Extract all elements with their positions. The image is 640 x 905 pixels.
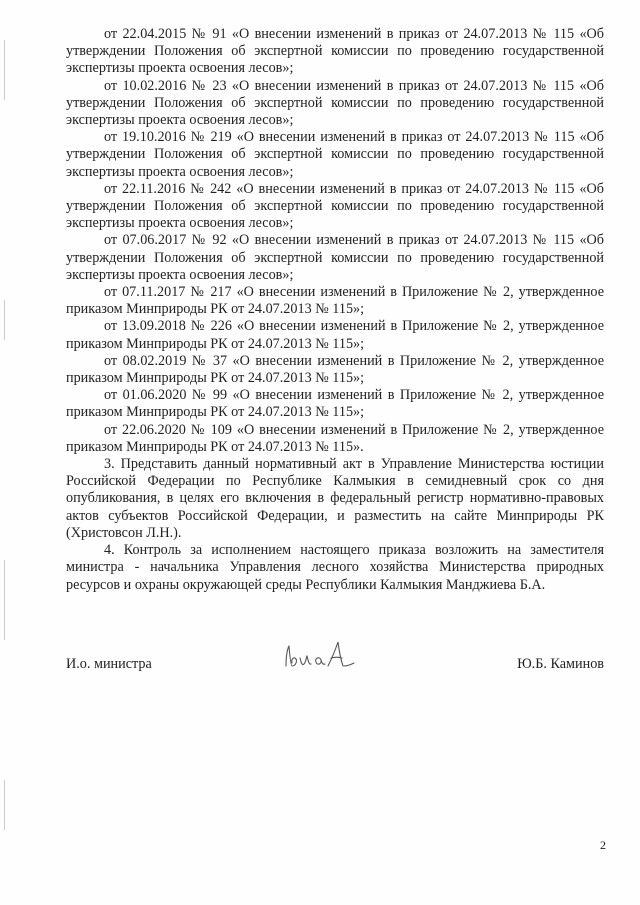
- document-body: [66, 26, 604, 594]
- scan-edge-mark: [4, 300, 5, 340]
- amendment-item: от 19.10.2016 № 219 «О внесении изменений в приказ от 24.07.2013 № 115 «Об утверждении Положения об экспертной комиссии по проведению государственной экспертизы проекта освоения лесов»;: [66, 129, 604, 180]
- scan-edge-mark: [4, 40, 5, 100]
- amendment-item: от 07.06.2017 № 92 «О внесении изменений в приказ от 24.07.2013 № 115 «Об утверждении Положения об экспертной комиссии по проведению государственной экспертизы проекта освоения лесов»;: [66, 232, 604, 283]
- scan-edge-mark: [4, 560, 5, 640]
- page-number: 2: [600, 838, 606, 852]
- amendment-item: от 01.06.2020 № 99 «О внесении изменений в Приложение № 2, утвержденное приказом Минприроды РК от 24.07.2013 № 115»;: [66, 387, 604, 421]
- handwritten-signature: [280, 636, 360, 676]
- signatory-name: Ю.Б. Каминов: [517, 656, 604, 672]
- clause-4: 4. Контроль за исполнением настоящего приказа возложить на заместителя министра - начальника Управления лесного хозяйства Министерства природных ресурсов и охраны окружающей среды Республики Калмыкия Манджиева Б.А.: [66, 542, 604, 593]
- clause-3: 3. Представить данный нормативный акт в Управление Министерства юстиции Российской Федерации по Республике Калмыкия в семидневный срок со дня опубликования, в целях его включения в федеральный регистр нормативно-правовых актов субъектов Российской Федерации, и разместить на сайте Минприроды РК (Христовсон Л.Н.).: [66, 456, 604, 541]
- amendment-item: от 10.02.2016 № 23 «О внесении изменений в приказ от 24.07.2013 № 115 «Об утверждении Положения об экспертной комиссии по проведению государственной экспертизы проекта освоения лесов»;: [66, 77, 604, 129]
- amendment-item: от 07.11.2017 № 217 «О внесении изменений в Приложение № 2, утвержденное приказом Минприроды РК от 24.07.2013 № 115»;: [66, 284, 604, 318]
- scan-edge-mark: [4, 780, 5, 830]
- amendment-item: от 22.11.2016 № 242 «О внесении изменений в приказ от 24.07.2013 № 115 «Об утверждении Положения об экспертной комиссии по проведению государственной экспертизы проекта освоения лесов»;: [66, 180, 604, 232]
- amendment-item: от 22.06.2020 № 109 «О внесении изменений в Приложение № 2, утвержденное приказом Минприроды РК от 24.07.2013 № 115».: [66, 421, 604, 455]
- amendment-item: от 08.02.2019 № 37 «О внесении изменений в Приложение № 2, утвержденное приказом Минприроды РК от 24.07.2013 № 115»;: [66, 352, 604, 387]
- amendment-item: от 22.04.2015 № 91 «О внесении изменений в приказ от 24.07.2013 № 115 «Об утверждении Положения об экспертной комиссии по проведению государственной экспертизы проекта освоения лесов»;: [66, 26, 604, 77]
- amendment-item: от 13.09.2018 № 226 «О внесении изменений в Приложение № 2, утвержденное приказом Минприроды РК от 24.07.2013 № 115»;: [66, 318, 604, 352]
- signatory-title: И.о. министра: [66, 656, 152, 672]
